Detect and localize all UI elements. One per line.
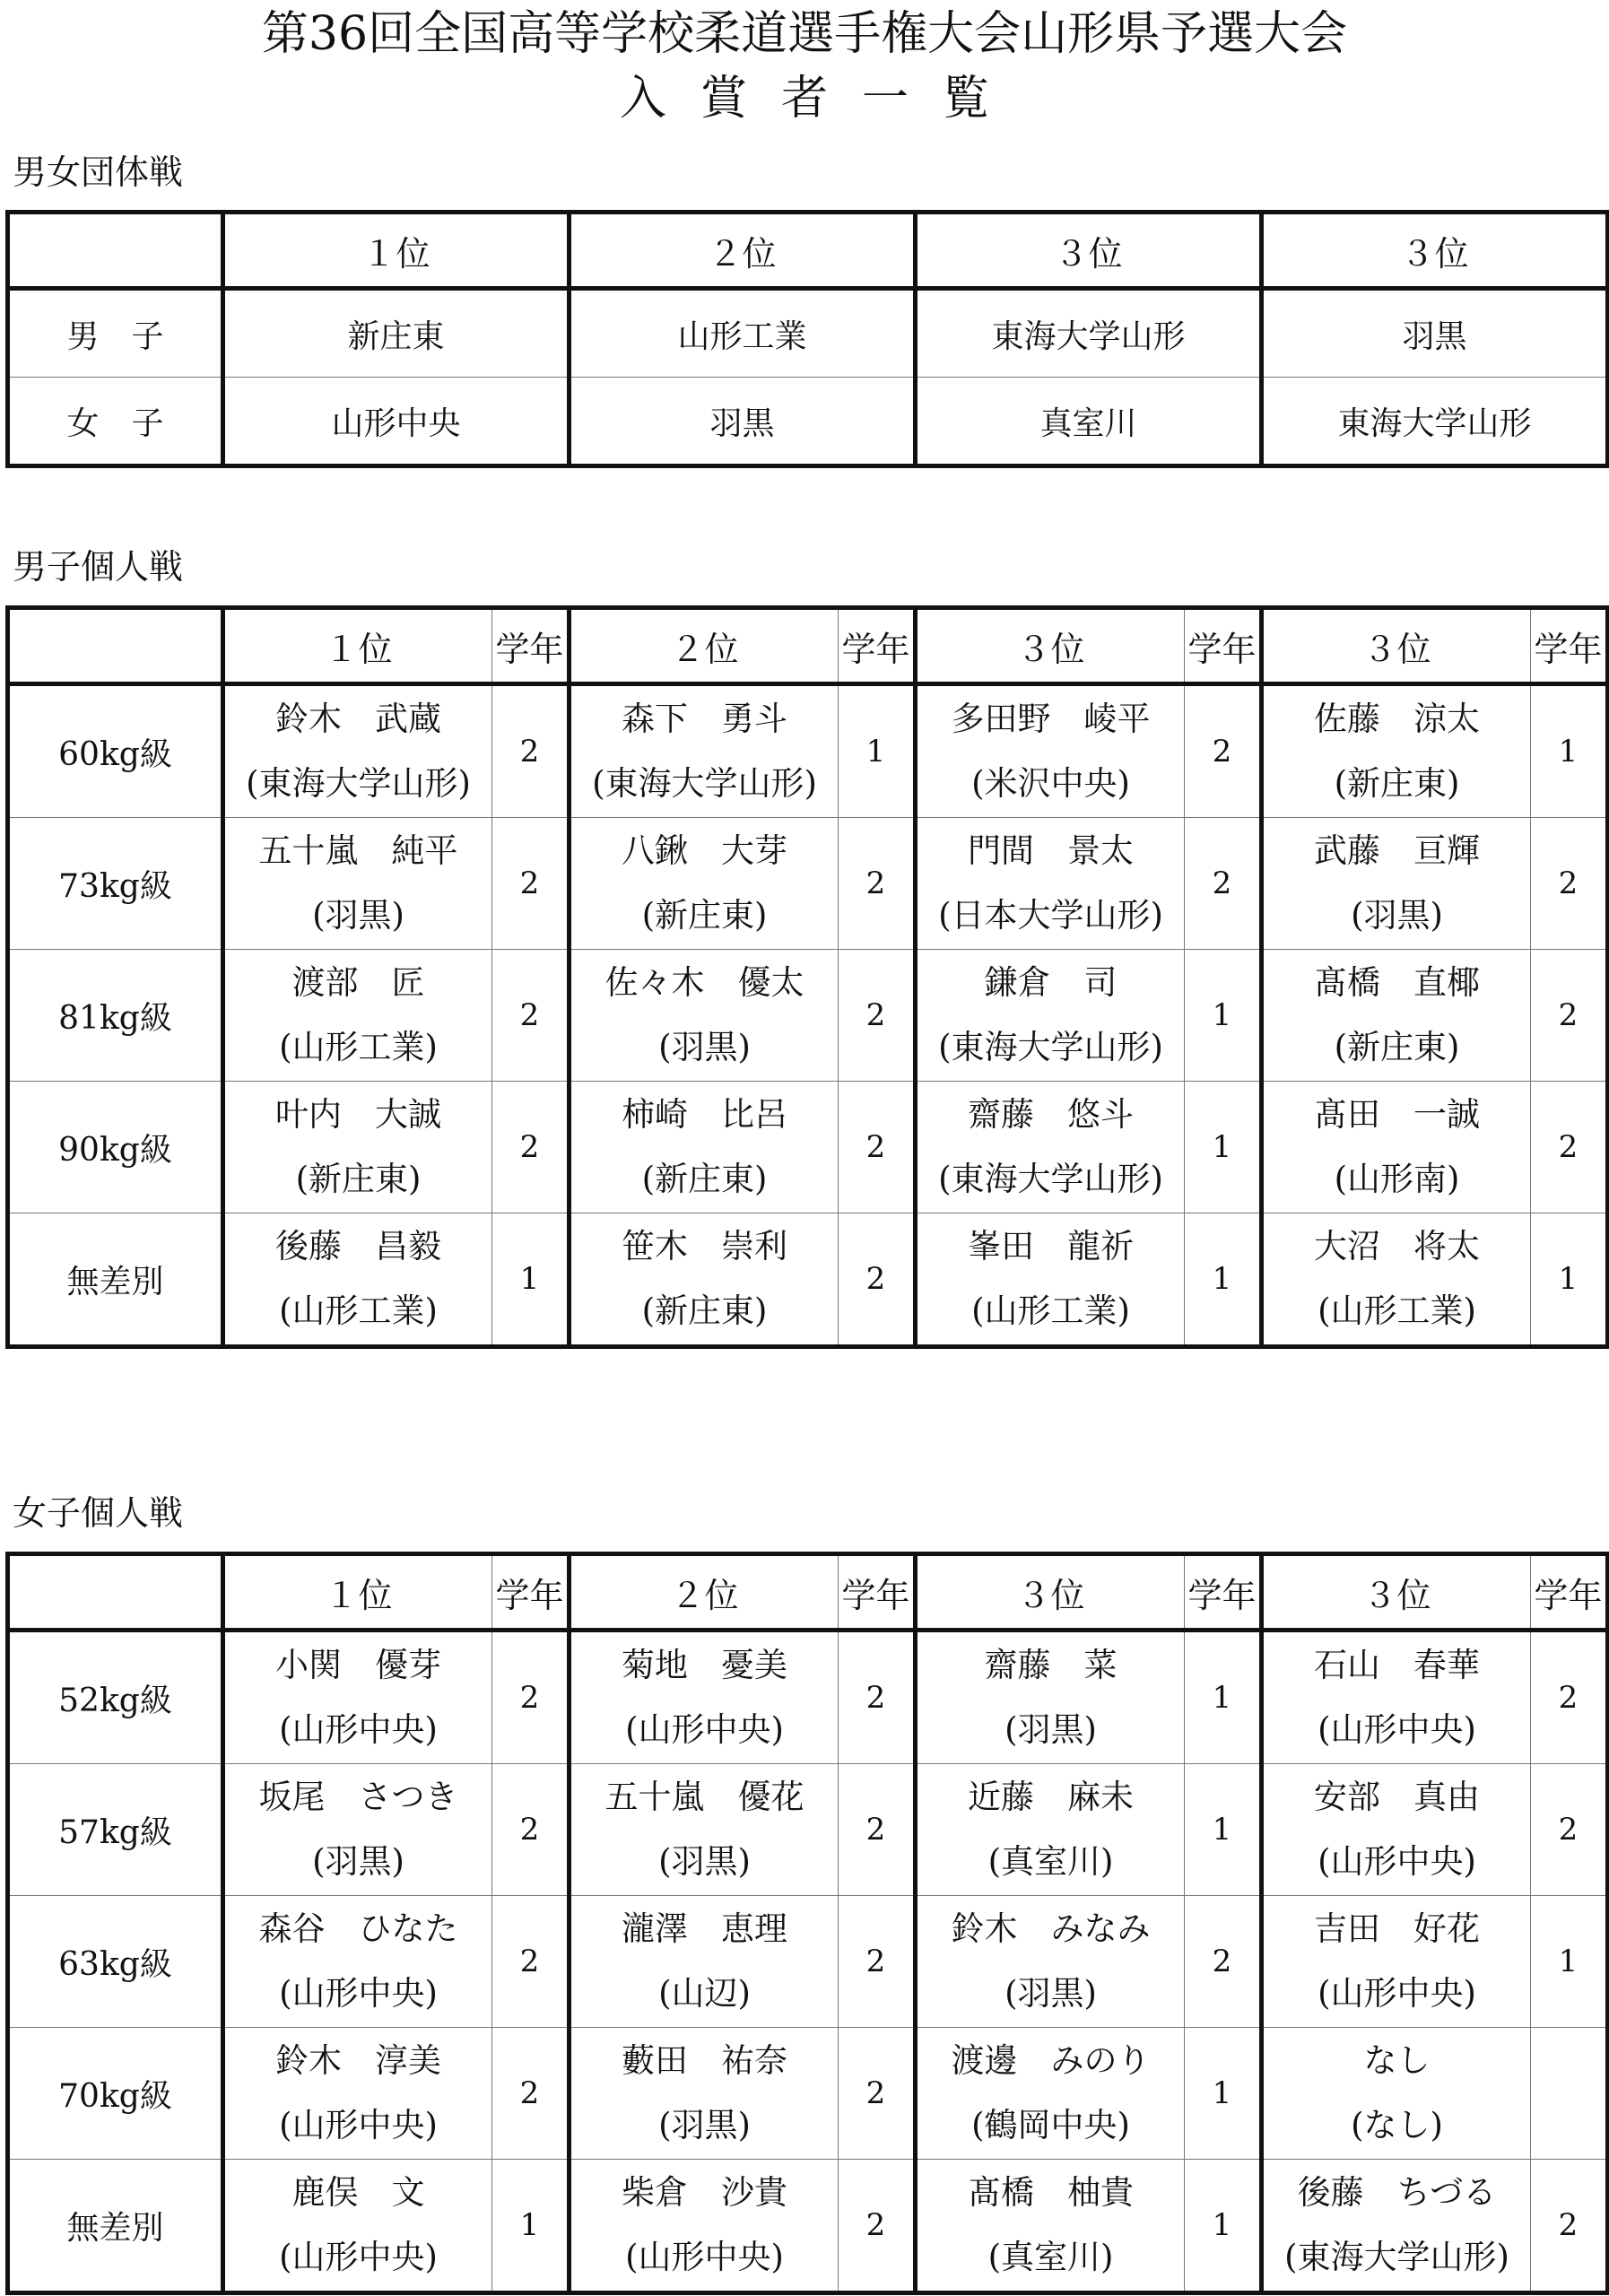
athlete-school: (東海大学山形) — [1284, 2238, 1509, 2276]
athlete-school: (新庄東) — [1334, 764, 1460, 803]
athlete-name: 安部 真由 — [1314, 1778, 1480, 1816]
athlete-grade: 2 — [492, 1082, 570, 1213]
athlete-name: 峯田 龍祈 — [968, 1227, 1134, 1265]
team-results-table — [5, 210, 1609, 468]
team-result: 羽黒 — [570, 378, 916, 466]
athlete-name: 齋藤 菜 — [984, 1646, 1118, 1684]
athlete-cell — [916, 2160, 1185, 2293]
grade-header: 学年 — [1531, 608, 1608, 684]
athlete-grade: 1 — [839, 684, 916, 818]
athlete-school: (羽黒) — [658, 1028, 751, 1066]
place-header: １位 — [223, 608, 492, 684]
men-results-table — [5, 605, 1609, 1349]
grade-header: 学年 — [839, 1554, 916, 1631]
athlete-name: 吉田 好花 — [1314, 1909, 1480, 1948]
table-row — [8, 684, 1608, 818]
weight-class: 90kg級 — [8, 1082, 223, 1213]
athlete-grade: 1 — [1185, 2160, 1262, 2293]
athlete-name: 佐藤 涼太 — [1314, 700, 1480, 738]
athlete-name: 柿崎 比呂 — [622, 1095, 787, 1134]
athlete-cell — [570, 950, 839, 1082]
athlete-grade: 2 — [1185, 684, 1262, 818]
place-header: ３位 — [916, 213, 1262, 289]
weight-class: 57kg級 — [8, 1764, 223, 1896]
athlete-cell — [570, 1082, 839, 1213]
athlete-school: (新庄東) — [295, 1160, 422, 1198]
athlete-grade: 1 — [1185, 2028, 1262, 2160]
athlete-name: 藪田 祐奈 — [622, 2041, 787, 2080]
place-header: １位 — [223, 1554, 492, 1631]
weight-class: 73kg級 — [8, 818, 223, 950]
athlete-school: (米沢中央) — [971, 764, 1130, 803]
athlete-cell — [570, 1764, 839, 1896]
weight-class: 無差別 — [8, 2160, 223, 2293]
athlete-grade: 1 — [492, 2160, 570, 2293]
athlete-grade: 2 — [839, 1082, 916, 1213]
place-header: ３位 — [1262, 1554, 1531, 1631]
table-row — [8, 1764, 1608, 1896]
athlete-cell — [570, 684, 839, 818]
athlete-school: (真室川) — [987, 1842, 1114, 1881]
athlete-grade: 1 — [1185, 950, 1262, 1082]
weight-class: 81kg級 — [8, 950, 223, 1082]
athlete-school: (新庄東) — [641, 1160, 768, 1198]
athlete-cell — [916, 950, 1185, 1082]
team-result: 東海大学山形 — [916, 289, 1262, 378]
athlete-cell — [1262, 950, 1531, 1082]
weight-class: 52kg級 — [8, 1631, 223, 1764]
athlete-school: (山形工業) — [279, 1028, 438, 1066]
athlete-name: 森下 勇斗 — [622, 700, 787, 738]
athlete-cell — [223, 1213, 492, 1347]
athlete-school: (鶴岡中央) — [971, 2106, 1130, 2144]
athlete-grade: 2 — [1531, 1764, 1608, 1896]
athlete-cell — [570, 2028, 839, 2160]
place-header: ２位 — [570, 1554, 839, 1631]
table-header-row — [8, 1554, 1608, 1631]
athlete-cell — [1262, 818, 1531, 950]
athlete-grade: 2 — [492, 818, 570, 950]
athlete-cell — [223, 1082, 492, 1213]
grade-header: 学年 — [492, 1554, 570, 1631]
athlete-school: (山形工業) — [1318, 1292, 1476, 1330]
athlete-school: (山形中央) — [279, 2238, 438, 2276]
athlete-name: 近藤 麻未 — [968, 1778, 1134, 1816]
women-results-table — [5, 1552, 1609, 2295]
athlete-name: 瀧澤 恵理 — [622, 1909, 787, 1948]
row-label: 女 子 — [8, 378, 223, 466]
athlete-grade: 2 — [492, 1764, 570, 1896]
athlete-grade: 1 — [1531, 684, 1608, 818]
athlete-grade: 2 — [492, 1896, 570, 2028]
table-row — [8, 1082, 1608, 1213]
athlete-grade: 2 — [839, 1631, 916, 1764]
athlete-grade: 2 — [839, 1764, 916, 1896]
athlete-name: 鈴木 みなみ — [951, 1909, 1151, 1948]
athlete-grade: 2 — [839, 950, 916, 1082]
athlete-grade: 2 — [1531, 1631, 1608, 1764]
team-result: 山形中央 — [223, 378, 570, 466]
athlete-cell — [223, 1631, 492, 1764]
athlete-name: 八鍬 大芽 — [622, 831, 787, 870]
table-row — [8, 289, 1608, 378]
section-heading-women: 女子個人戦 — [13, 1493, 184, 1533]
athlete-grade: 1 — [1185, 1764, 1262, 1896]
athlete-name: 佐々木 優太 — [604, 963, 804, 1002]
athlete-grade: 2 — [839, 2028, 916, 2160]
athlete-school: (山形中央) — [1318, 1710, 1476, 1749]
athlete-cell — [570, 818, 839, 950]
athlete-grade: 2 — [839, 818, 916, 950]
athlete-school: (羽黒) — [658, 2106, 751, 2144]
athlete-cell — [1262, 2028, 1531, 2160]
table-row — [8, 950, 1608, 1082]
athlete-cell — [1262, 1896, 1531, 2028]
athlete-name: 石山 春華 — [1314, 1646, 1480, 1684]
athlete-school: (羽黒) — [1005, 1974, 1097, 2013]
athlete-grade: 1 — [1185, 1213, 1262, 1347]
athlete-cell — [916, 1082, 1185, 1213]
athlete-grade: 2 — [1531, 950, 1608, 1082]
athlete-school: (山形中央) — [625, 1710, 784, 1749]
athlete-cell — [1262, 1082, 1531, 1213]
athlete-name: 小関 優芽 — [275, 1646, 441, 1684]
athlete-school: (なし) — [1351, 2106, 1443, 2144]
athlete-cell — [570, 1896, 839, 2028]
athlete-school: (山辺) — [658, 1974, 751, 2013]
athlete-cell — [916, 1213, 1185, 1347]
page-subtitle: 入賞者一覧 — [619, 72, 1023, 126]
athlete-grade: 2 — [492, 950, 570, 1082]
place-header: １位 — [223, 213, 570, 289]
athlete-name: 柴倉 沙貴 — [622, 2173, 787, 2212]
athlete-school: (東海大学山形) — [938, 1160, 1163, 1198]
athlete-cell — [916, 1896, 1185, 2028]
athlete-name: 菊地 憂美 — [622, 1646, 787, 1684]
athlete-school: (山形工業) — [279, 1292, 438, 1330]
athlete-grade: 1 — [1531, 1896, 1608, 2028]
athlete-grade: 1 — [492, 1213, 570, 1347]
athlete-cell — [223, 818, 492, 950]
table-row — [8, 818, 1608, 950]
athlete-cell — [223, 2028, 492, 2160]
place-header: ３位 — [916, 1554, 1185, 1631]
athlete-cell — [570, 2160, 839, 2293]
corner-cell — [8, 608, 223, 684]
athlete-name: 髙田 一誠 — [1314, 1095, 1480, 1134]
athlete-school: (新庄東) — [641, 1292, 768, 1330]
athlete-school: (羽黒) — [312, 1842, 404, 1881]
athlete-grade: 2 — [492, 2028, 570, 2160]
weight-class: 無差別 — [8, 1213, 223, 1347]
athlete-grade: 2 — [492, 1631, 570, 1764]
athlete-school: (羽黒) — [1005, 1710, 1097, 1749]
athlete-name: 後藤 ちづる — [1297, 2173, 1497, 2212]
athlete-cell — [223, 1764, 492, 1896]
athlete-school: (山形中央) — [625, 2238, 784, 2276]
athlete-school: (山形中央) — [279, 1974, 438, 2013]
athlete-cell — [1262, 1631, 1531, 1764]
table-row — [8, 1896, 1608, 2028]
athlete-school: (東海大学山形) — [938, 1028, 1163, 1066]
grade-header: 学年 — [1185, 1554, 1262, 1631]
place-header: ３位 — [916, 608, 1185, 684]
grade-header: 学年 — [839, 608, 916, 684]
athlete-name: 渡部 匠 — [291, 963, 425, 1002]
athlete-grade: 2 — [492, 684, 570, 818]
athlete-school: (羽黒) — [312, 896, 404, 935]
grade-header: 学年 — [1185, 608, 1262, 684]
athlete-grade: 2 — [1185, 1896, 1262, 2028]
athlete-grade: 2 — [839, 1213, 916, 1347]
athlete-name: 門間 景太 — [968, 831, 1134, 870]
corner-cell — [8, 213, 223, 289]
athlete-name: 叶内 大誠 — [275, 1095, 441, 1134]
athlete-grade: 2 — [839, 1896, 916, 2028]
athlete-name: 大沼 将太 — [1314, 1227, 1480, 1265]
row-label: 男 子 — [8, 289, 223, 378]
athlete-grade: 2 — [1531, 2160, 1608, 2293]
table-row — [8, 1213, 1608, 1347]
athlete-name: 五十嵐 優花 — [604, 1778, 804, 1816]
athlete-school: (山形中央) — [279, 2106, 438, 2144]
athlete-grade: 2 — [839, 2160, 916, 2293]
team-result: 東海大学山形 — [1262, 378, 1608, 466]
athlete-school: (山形南) — [1334, 1160, 1460, 1198]
athlete-name: 五十嵐 純平 — [258, 831, 458, 870]
place-header: ２位 — [570, 213, 916, 289]
athlete-school: (東海大学山形) — [246, 764, 471, 803]
athlete-cell — [1262, 684, 1531, 818]
athlete-name: 髙橋 柚貴 — [968, 2173, 1134, 2212]
table-row — [8, 2028, 1608, 2160]
athlete-school: (新庄東) — [641, 896, 768, 935]
corner-cell — [8, 1554, 223, 1631]
athlete-name: 渡邊 みのり — [951, 2041, 1151, 2080]
athlete-school: (羽黒) — [658, 1842, 751, 1881]
table-row — [8, 2160, 1608, 2293]
athlete-name: 鎌倉 司 — [984, 963, 1118, 1002]
page-title: 第36回全国高等学校柔道選手権大会山形県予選大会 — [261, 7, 1348, 61]
section-heading-men: 男子個人戦 — [13, 547, 184, 587]
athlete-name: 鹿俣 文 — [291, 2173, 425, 2212]
athlete-cell — [916, 684, 1185, 818]
athlete-school: (東海大学山形) — [592, 764, 817, 803]
weight-class: 60kg級 — [8, 684, 223, 818]
athlete-name: 鈴木 淳美 — [275, 2041, 441, 2080]
table-header-row — [8, 608, 1608, 684]
athlete-name: 鈴木 武蔵 — [275, 700, 441, 738]
athlete-grade — [1531, 2028, 1608, 2160]
grade-header: 学年 — [492, 608, 570, 684]
weight-class: 70kg級 — [8, 2028, 223, 2160]
athlete-cell — [1262, 2160, 1531, 2293]
athlete-name: 坂尾 さつき — [258, 1778, 458, 1816]
athlete-school: (山形中央) — [1318, 1974, 1476, 2013]
team-result: 真室川 — [916, 378, 1262, 466]
athlete-cell — [223, 2160, 492, 2293]
athlete-cell — [916, 1631, 1185, 1764]
athlete-grade: 1 — [1531, 1213, 1608, 1347]
team-result: 新庄東 — [223, 289, 570, 378]
athlete-name: 多田野 崚平 — [951, 700, 1151, 738]
athlete-cell — [570, 1631, 839, 1764]
athlete-name: 笹木 崇利 — [622, 1227, 787, 1265]
athlete-school: (日本大学山形) — [938, 896, 1163, 935]
athlete-name: 髙橋 直椰 — [1314, 963, 1480, 1002]
weight-class: 63kg級 — [8, 1896, 223, 2028]
athlete-name: 齋藤 悠斗 — [968, 1095, 1134, 1134]
athlete-school: (羽黒) — [1351, 896, 1443, 935]
athlete-cell — [916, 818, 1185, 950]
athlete-grade: 2 — [1185, 818, 1262, 950]
place-header: ３位 — [1262, 213, 1608, 289]
athlete-school: (山形工業) — [971, 1292, 1130, 1330]
athlete-name: 武藤 亘輝 — [1314, 831, 1480, 870]
athlete-grade: 2 — [1531, 818, 1608, 950]
team-result: 山形工業 — [570, 289, 916, 378]
athlete-grade: 1 — [1185, 1082, 1262, 1213]
place-header: ２位 — [570, 608, 839, 684]
athlete-name: 森谷 ひなた — [258, 1909, 458, 1948]
athlete-name: なし — [1363, 2041, 1431, 2080]
athlete-grade: 1 — [1185, 1631, 1262, 1764]
athlete-name: 後藤 昌毅 — [275, 1227, 441, 1265]
grade-header: 学年 — [1531, 1554, 1608, 1631]
athlete-cell — [223, 684, 492, 818]
team-result: 羽黒 — [1262, 289, 1608, 378]
athlete-cell — [1262, 1764, 1531, 1896]
table-header-row — [8, 213, 1608, 289]
athlete-cell — [570, 1213, 839, 1347]
athlete-cell — [223, 950, 492, 1082]
athlete-cell — [916, 1764, 1185, 1896]
athlete-grade: 2 — [1531, 1082, 1608, 1213]
athlete-cell — [223, 1896, 492, 2028]
athlete-cell — [916, 2028, 1185, 2160]
section-heading-team: 男女団体戦 — [13, 152, 184, 192]
athlete-school: (真室川) — [987, 2238, 1114, 2276]
place-header: ３位 — [1262, 608, 1531, 684]
athlete-cell — [1262, 1213, 1531, 1347]
athlete-school: (新庄東) — [1334, 1028, 1460, 1066]
athlete-school: (山形中央) — [1318, 1842, 1476, 1881]
table-row — [8, 1631, 1608, 1764]
athlete-school: (山形中央) — [279, 1710, 438, 1749]
table-row — [8, 378, 1608, 466]
